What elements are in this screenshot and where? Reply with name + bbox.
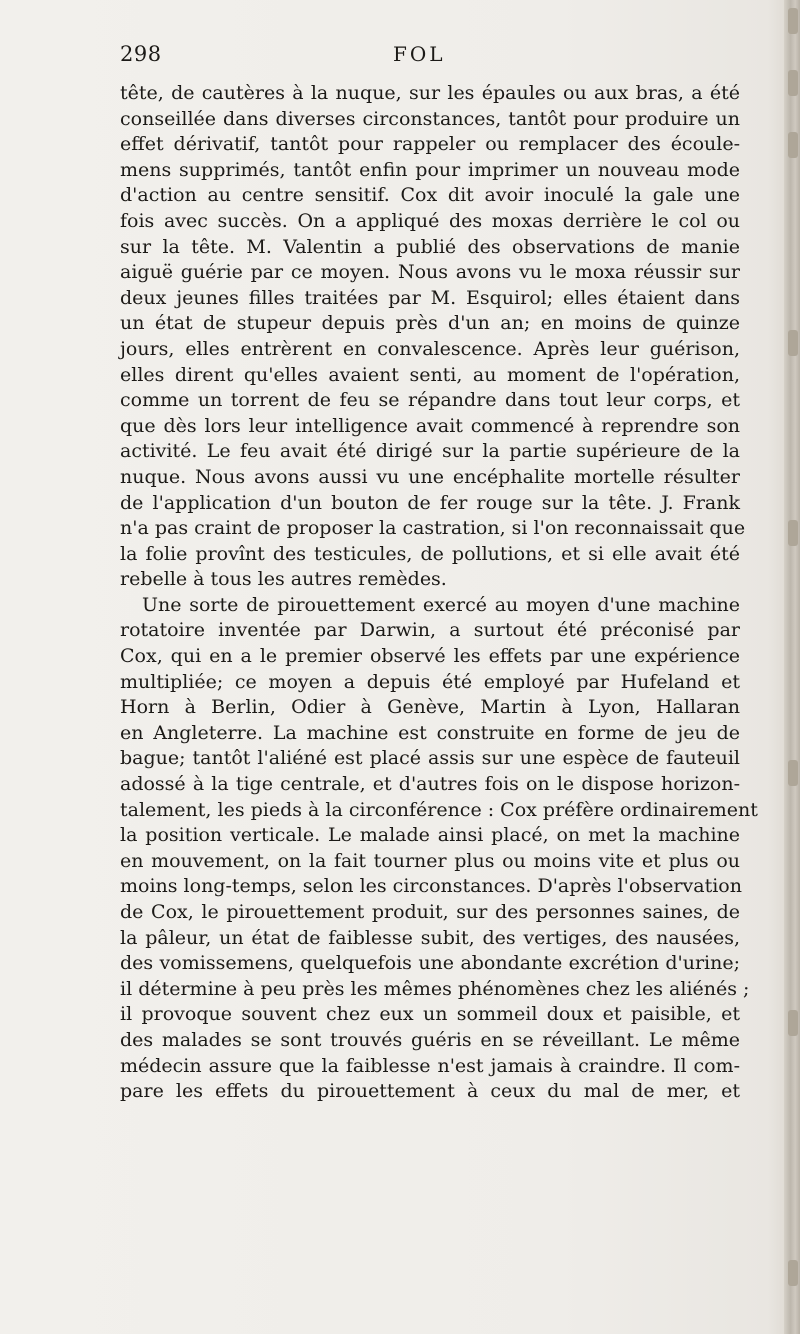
text-line: des malades se sont trouvés guéris en se réveillant. Le même xyxy=(120,1028,740,1051)
text-line: talement, les pieds à la circonférence : Cox préfère ordinairement xyxy=(120,798,758,821)
page-number: 298 xyxy=(120,42,162,66)
text-line: il provoque souvent chez eux un sommeil doux et paisible, et xyxy=(120,1003,740,1026)
page-header xyxy=(120,42,740,72)
paragraph-start-line: Une sorte de pirouettement exercé au moyen d'une machine xyxy=(142,593,740,616)
text-line: activité. Le feu avait été dirigé sur la partie supérieure de la xyxy=(120,440,740,463)
edge-mark xyxy=(788,70,798,96)
edge-mark xyxy=(788,8,798,34)
text-line: la pâleur, un état de faiblesse subit, des vertiges, des nausées, xyxy=(120,926,740,949)
text-line: elles dirent qu'elles avaient senti, au moment de l'opération, xyxy=(120,363,740,386)
text-line: deux jeunes filles traitées par M. Esquirol; elles étaient dans xyxy=(120,286,740,309)
text-line: effet dérivatif, tantôt pour rappeler ou remplacer des écoule- xyxy=(120,133,740,156)
text-line: n'a pas craint de proposer la castration, si l'on reconnaissait que xyxy=(120,517,746,540)
edge-mark xyxy=(788,1010,798,1036)
running-head: FOL xyxy=(393,42,446,66)
text-line: médecin assure que la faiblesse n'est jamais à craindre. Il com- xyxy=(120,1054,740,1077)
text-line: pare les effets du pirouettement à ceux du mal de mer, et xyxy=(120,1080,740,1103)
text-line: comme un torrent de feu se répandre dans tout leur corps, et xyxy=(120,389,740,412)
text-line: mens supprimés, tantôt enfin pour imprimer un nouveau mode xyxy=(120,158,740,181)
text-line: Horn à Berlin, Odier à Genève, Martin à Lyon, Hallaran xyxy=(120,696,740,719)
edge-mark xyxy=(788,1260,798,1286)
text-line: adossé à la tige centrale, et d'autres fois on le dispose horizon- xyxy=(120,773,740,796)
text-line: conseillée dans diverses circonstances, tantôt pour produire un xyxy=(120,107,740,130)
text-line: rotatoire inventée par Darwin, a surtout été préconisé par xyxy=(120,619,740,642)
page-edge-shadow xyxy=(784,0,800,1334)
edge-mark xyxy=(788,132,798,158)
text-line: bague; tantôt l'aliéné est placé assis sur une espèce de fauteuil xyxy=(120,747,740,770)
text-line: la folie provînt des testicules, de pollutions, et si elle avait été xyxy=(120,542,740,565)
text-line: d'action au centre sensitif. Cox dit avoir inoculé la gale une xyxy=(120,184,740,207)
text-line: Cox, qui en a le premier observé les effets par une expérience xyxy=(120,645,740,668)
paragraph-end-line: rebelle à tous les autres remèdes. xyxy=(120,568,447,591)
text-line: des vomissemens, quelquefois une abondante excrétion d'urine; xyxy=(120,952,740,975)
edge-mark xyxy=(788,760,798,786)
text-line: jours, elles entrèrent en convalescence. Après leur guérison, xyxy=(120,337,740,360)
text-line: tête, de cautères à la nuque, sur les épaules ou aux bras, a été xyxy=(120,82,740,104)
text-line: sur la tête. M. Valentin a publié des observations de manie xyxy=(120,235,740,258)
text-line: de l'application d'un bouton de fer rouge sur la tête. J. Frank xyxy=(120,491,740,514)
text-line: il détermine à peu près les mêmes phénomènes chez les aliénés ; xyxy=(120,977,750,1000)
text-line: en Angleterre. La machine est construite en forme de jeu de xyxy=(120,721,740,744)
text-line: un état de stupeur depuis près d'un an; en moins de quinze xyxy=(120,312,740,335)
text-line: en mouvement, on la fait tourner plus ou moins vite et plus ou xyxy=(120,849,740,872)
edge-mark xyxy=(788,520,798,546)
text-line: fois avec succès. On a appliqué des moxas derrière le col ou xyxy=(120,209,740,232)
text-line: aiguë guérie par ce moyen. Nous avons vu le moxa réussir sur xyxy=(120,261,740,284)
text-line: nuque. Nous avons aussi vu une encéphalite mortelle résulter xyxy=(120,465,740,488)
text-line: la position verticale. Le malade ainsi placé, on met la machine xyxy=(120,824,740,847)
text-line: que dès lors leur intelligence avait commencé à reprendre son xyxy=(120,414,740,437)
body-text xyxy=(120,81,758,1105)
edge-mark xyxy=(788,330,798,356)
text-line: moins long-temps, selon les circonstances. D'après l'observation xyxy=(120,875,742,898)
text-line: multipliée; ce moyen a depuis été employé par Hufeland et xyxy=(120,670,740,693)
text-line: de Cox, le pirouettement produit, sur des personnes saines, de xyxy=(120,901,740,923)
